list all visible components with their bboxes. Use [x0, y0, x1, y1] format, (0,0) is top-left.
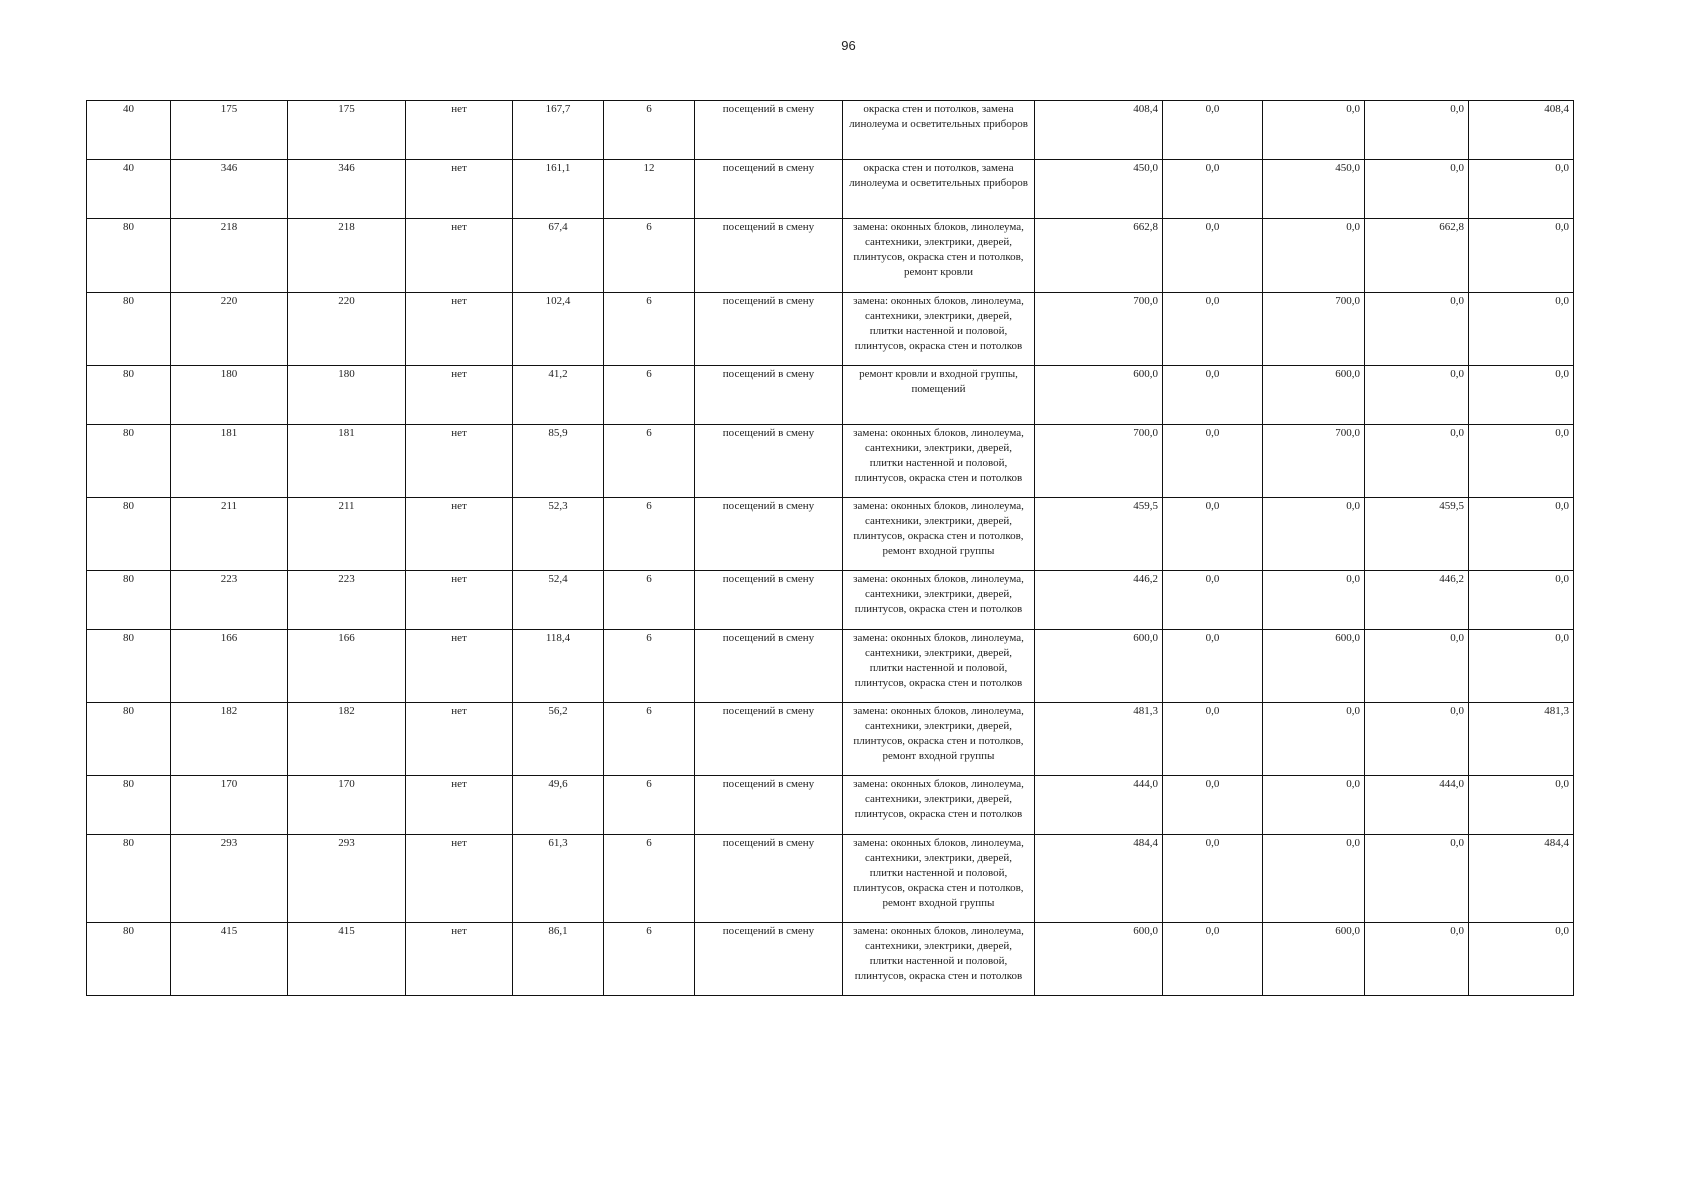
cell-plan: 223: [171, 571, 288, 630]
cell-capacity: 80: [87, 219, 171, 293]
cell-year-4: 0,0: [1469, 366, 1574, 425]
cell-count: 6: [604, 630, 695, 703]
table-row: [87, 571, 1574, 630]
cell-plan: 220: [171, 293, 288, 366]
cell-plan: 218: [171, 219, 288, 293]
cell-year-3: 459,5: [1365, 498, 1469, 571]
cell-year-3: 0,0: [1365, 425, 1469, 498]
cell-unit: посещений в смену: [695, 101, 843, 160]
cell-year-2: 0,0: [1263, 835, 1365, 923]
cell-total: 444,0: [1035, 776, 1163, 835]
table-row: [87, 776, 1574, 835]
cell-year-1: 0,0: [1163, 160, 1263, 219]
cell-year-2: 0,0: [1263, 776, 1365, 835]
cell-year-4: 481,3: [1469, 703, 1574, 776]
cell-works: окраска стен и потолков, замена линолеума и осветительных приборов: [843, 160, 1035, 219]
cell-fact: 166: [288, 630, 406, 703]
cell-area: 102,4: [513, 293, 604, 366]
cell-flag: нет: [406, 630, 513, 703]
cell-year-2: 450,0: [1263, 160, 1365, 219]
cell-year-3: 446,2: [1365, 571, 1469, 630]
cell-area: 52,4: [513, 571, 604, 630]
cell-plan: 293: [171, 835, 288, 923]
cell-total: 459,5: [1035, 498, 1163, 571]
cell-fact: 415: [288, 923, 406, 996]
cell-count: 6: [604, 101, 695, 160]
cell-fact: 175: [288, 101, 406, 160]
cell-capacity: 40: [87, 101, 171, 160]
cell-works: замена: оконных блоков, линолеума, сантехники, электрики, дверей, плинтусов, окраска стен и потолков: [843, 571, 1035, 630]
cell-unit: посещений в смену: [695, 630, 843, 703]
cell-fact: 180: [288, 366, 406, 425]
cell-total: 700,0: [1035, 425, 1163, 498]
cell-year-2: 700,0: [1263, 293, 1365, 366]
cell-unit: посещений в смену: [695, 219, 843, 293]
cell-capacity: 80: [87, 776, 171, 835]
cell-plan: 346: [171, 160, 288, 219]
cell-flag: нет: [406, 703, 513, 776]
cell-works: замена: оконных блоков, линолеума, сантехники, электрики, дверей, плитки настенной и половой, плинтусов, окраска стен и потолков: [843, 425, 1035, 498]
cell-flag: нет: [406, 571, 513, 630]
cell-area: 52,3: [513, 498, 604, 571]
cell-capacity: 80: [87, 498, 171, 571]
cell-works: замена: оконных блоков, линолеума, сантехники, электрики, дверей, плитки настенной и половой, плинтусов, окраска стен и потолков: [843, 630, 1035, 703]
cell-year-4: 0,0: [1469, 160, 1574, 219]
cell-count: 6: [604, 293, 695, 366]
cell-capacity: 80: [87, 923, 171, 996]
cell-flag: нет: [406, 160, 513, 219]
cell-year-1: 0,0: [1163, 425, 1263, 498]
cell-flag: нет: [406, 293, 513, 366]
cell-year-2: 600,0: [1263, 366, 1365, 425]
cell-year-4: 408,4: [1469, 101, 1574, 160]
cell-flag: нет: [406, 425, 513, 498]
cell-capacity: 80: [87, 366, 171, 425]
cell-fact: 211: [288, 498, 406, 571]
cell-year-1: 0,0: [1163, 835, 1263, 923]
cell-year-2: 700,0: [1263, 425, 1365, 498]
cell-year-2: 600,0: [1263, 630, 1365, 703]
cell-total: 600,0: [1035, 366, 1163, 425]
cell-flag: нет: [406, 366, 513, 425]
cell-flag: нет: [406, 101, 513, 160]
table-row: [87, 160, 1574, 219]
cell-area: 161,1: [513, 160, 604, 219]
cell-works: замена: оконных блоков, линолеума, сантехники, электрики, дверей, плитки настенной и половой, плинтусов, окраска стен и потолков, ремонт входной группы: [843, 835, 1035, 923]
cell-plan: 175: [171, 101, 288, 160]
cell-year-4: 0,0: [1469, 293, 1574, 366]
cell-plan: 181: [171, 425, 288, 498]
table-row: [87, 630, 1574, 703]
cell-fact: 218: [288, 219, 406, 293]
cell-area: 118,4: [513, 630, 604, 703]
cell-year-2: 0,0: [1263, 101, 1365, 160]
table-row: [87, 923, 1574, 996]
cell-count: 6: [604, 923, 695, 996]
cell-year-1: 0,0: [1163, 703, 1263, 776]
cell-plan: 211: [171, 498, 288, 571]
cell-year-4: 0,0: [1469, 776, 1574, 835]
cell-year-3: 0,0: [1365, 293, 1469, 366]
cell-year-4: 0,0: [1469, 425, 1574, 498]
cell-total: 450,0: [1035, 160, 1163, 219]
cell-plan: 415: [171, 923, 288, 996]
cell-year-3: 0,0: [1365, 366, 1469, 425]
table-row: [87, 835, 1574, 923]
cell-area: 67,4: [513, 219, 604, 293]
cell-capacity: 40: [87, 160, 171, 219]
cell-plan: 170: [171, 776, 288, 835]
cell-plan: 166: [171, 630, 288, 703]
cell-works: замена: оконных блоков, линолеума, сантехники, электрики, дверей, плинтусов, окраска стен и потолков, ремонт входной группы: [843, 703, 1035, 776]
table-row: [87, 219, 1574, 293]
cell-fact: 182: [288, 703, 406, 776]
cell-capacity: 80: [87, 425, 171, 498]
cell-unit: посещений в смену: [695, 571, 843, 630]
cell-year-4: 0,0: [1469, 498, 1574, 571]
cell-fact: 223: [288, 571, 406, 630]
cell-year-1: 0,0: [1163, 366, 1263, 425]
cell-capacity: 80: [87, 571, 171, 630]
cell-area: 49,6: [513, 776, 604, 835]
cell-year-3: 0,0: [1365, 835, 1469, 923]
cell-count: 6: [604, 835, 695, 923]
cell-area: 167,7: [513, 101, 604, 160]
cell-unit: посещений в смену: [695, 498, 843, 571]
cell-plan: 180: [171, 366, 288, 425]
cell-year-2: 0,0: [1263, 703, 1365, 776]
cell-flag: нет: [406, 498, 513, 571]
cell-area: 86,1: [513, 923, 604, 996]
cell-year-1: 0,0: [1163, 219, 1263, 293]
cell-fact: 170: [288, 776, 406, 835]
cell-works: замена: оконных блоков, линолеума, сантехники, электрики, дверей, плитки настенной и половой, плинтусов, окраска стен и потолков: [843, 923, 1035, 996]
cell-flag: нет: [406, 776, 513, 835]
cell-year-4: 484,4: [1469, 835, 1574, 923]
cell-unit: посещений в смену: [695, 923, 843, 996]
cell-year-1: 0,0: [1163, 923, 1263, 996]
cell-works: замена: оконных блоков, линолеума, сантехники, электрики, дверей, плинтусов, окраска стен и потолков: [843, 776, 1035, 835]
cell-fact: 220: [288, 293, 406, 366]
cell-capacity: 80: [87, 630, 171, 703]
cell-year-4: 0,0: [1469, 571, 1574, 630]
cell-year-4: 0,0: [1469, 923, 1574, 996]
cell-capacity: 80: [87, 703, 171, 776]
table-row: [87, 366, 1574, 425]
cell-year-1: 0,0: [1163, 630, 1263, 703]
cell-works: замена: оконных блоков, линолеума, сантехники, электрики, дверей, плитки настенной и половой, плинтусов, окраска стен и потолков: [843, 293, 1035, 366]
cell-year-3: 0,0: [1365, 923, 1469, 996]
cell-plan: 182: [171, 703, 288, 776]
cell-works: ремонт кровли и входной группы, помещений: [843, 366, 1035, 425]
cell-unit: посещений в смену: [695, 293, 843, 366]
page-number: 96: [841, 38, 856, 53]
cell-total: 600,0: [1035, 923, 1163, 996]
cell-flag: нет: [406, 219, 513, 293]
table-row: [87, 293, 1574, 366]
cell-year-3: 0,0: [1365, 160, 1469, 219]
cell-total: 662,8: [1035, 219, 1163, 293]
cell-year-4: 0,0: [1469, 219, 1574, 293]
cell-year-2: 600,0: [1263, 923, 1365, 996]
cell-count: 6: [604, 366, 695, 425]
cell-total: 700,0: [1035, 293, 1163, 366]
cell-total: 484,4: [1035, 835, 1163, 923]
cell-flag: нет: [406, 923, 513, 996]
cell-count: 6: [604, 498, 695, 571]
cell-fact: 293: [288, 835, 406, 923]
cell-year-3: 0,0: [1365, 703, 1469, 776]
cell-year-2: 0,0: [1263, 498, 1365, 571]
cell-unit: посещений в смену: [695, 703, 843, 776]
cell-count: 6: [604, 703, 695, 776]
cell-unit: посещений в смену: [695, 366, 843, 425]
cell-year-1: 0,0: [1163, 498, 1263, 571]
cell-year-1: 0,0: [1163, 776, 1263, 835]
cell-year-1: 0,0: [1163, 293, 1263, 366]
cell-area: 61,3: [513, 835, 604, 923]
cell-year-2: 0,0: [1263, 571, 1365, 630]
cell-unit: посещений в смену: [695, 835, 843, 923]
cell-area: 41,2: [513, 366, 604, 425]
cell-works: замена: оконных блоков, линолеума, сантехники, электрики, дверей, плинтусов, окраска стен и потолков, ремонт кровли: [843, 219, 1035, 293]
cell-total: 408,4: [1035, 101, 1163, 160]
cell-total: 481,3: [1035, 703, 1163, 776]
cell-unit: посещений в смену: [695, 160, 843, 219]
cell-count: 6: [604, 425, 695, 498]
table-row: [87, 703, 1574, 776]
cell-capacity: 80: [87, 835, 171, 923]
cell-area: 85,9: [513, 425, 604, 498]
cell-count: 6: [604, 571, 695, 630]
cell-year-3: 0,0: [1365, 630, 1469, 703]
cell-works: замена: оконных блоков, линолеума, сантехники, электрики, дверей, плинтусов, окраска стен и потолков, ремонт входной группы: [843, 498, 1035, 571]
cell-works: окраска стен и потолков, замена линолеума и осветительных приборов: [843, 101, 1035, 160]
cell-year-1: 0,0: [1163, 571, 1263, 630]
cell-total: 600,0: [1035, 630, 1163, 703]
cell-year-2: 0,0: [1263, 219, 1365, 293]
renovation-table: [86, 100, 1574, 996]
cell-year-3: 444,0: [1365, 776, 1469, 835]
table-row: [87, 101, 1574, 160]
cell-unit: посещений в смену: [695, 425, 843, 498]
cell-count: 6: [604, 776, 695, 835]
cell-year-3: 0,0: [1365, 101, 1469, 160]
cell-count: 12: [604, 160, 695, 219]
cell-year-1: 0,0: [1163, 101, 1263, 160]
cell-fact: 346: [288, 160, 406, 219]
cell-flag: нет: [406, 835, 513, 923]
cell-year-4: 0,0: [1469, 630, 1574, 703]
table-row: [87, 425, 1574, 498]
cell-count: 6: [604, 219, 695, 293]
cell-unit: посещений в смену: [695, 776, 843, 835]
cell-year-3: 662,8: [1365, 219, 1469, 293]
cell-fact: 181: [288, 425, 406, 498]
cell-total: 446,2: [1035, 571, 1163, 630]
table-row: [87, 498, 1574, 571]
cell-area: 56,2: [513, 703, 604, 776]
cell-capacity: 80: [87, 293, 171, 366]
